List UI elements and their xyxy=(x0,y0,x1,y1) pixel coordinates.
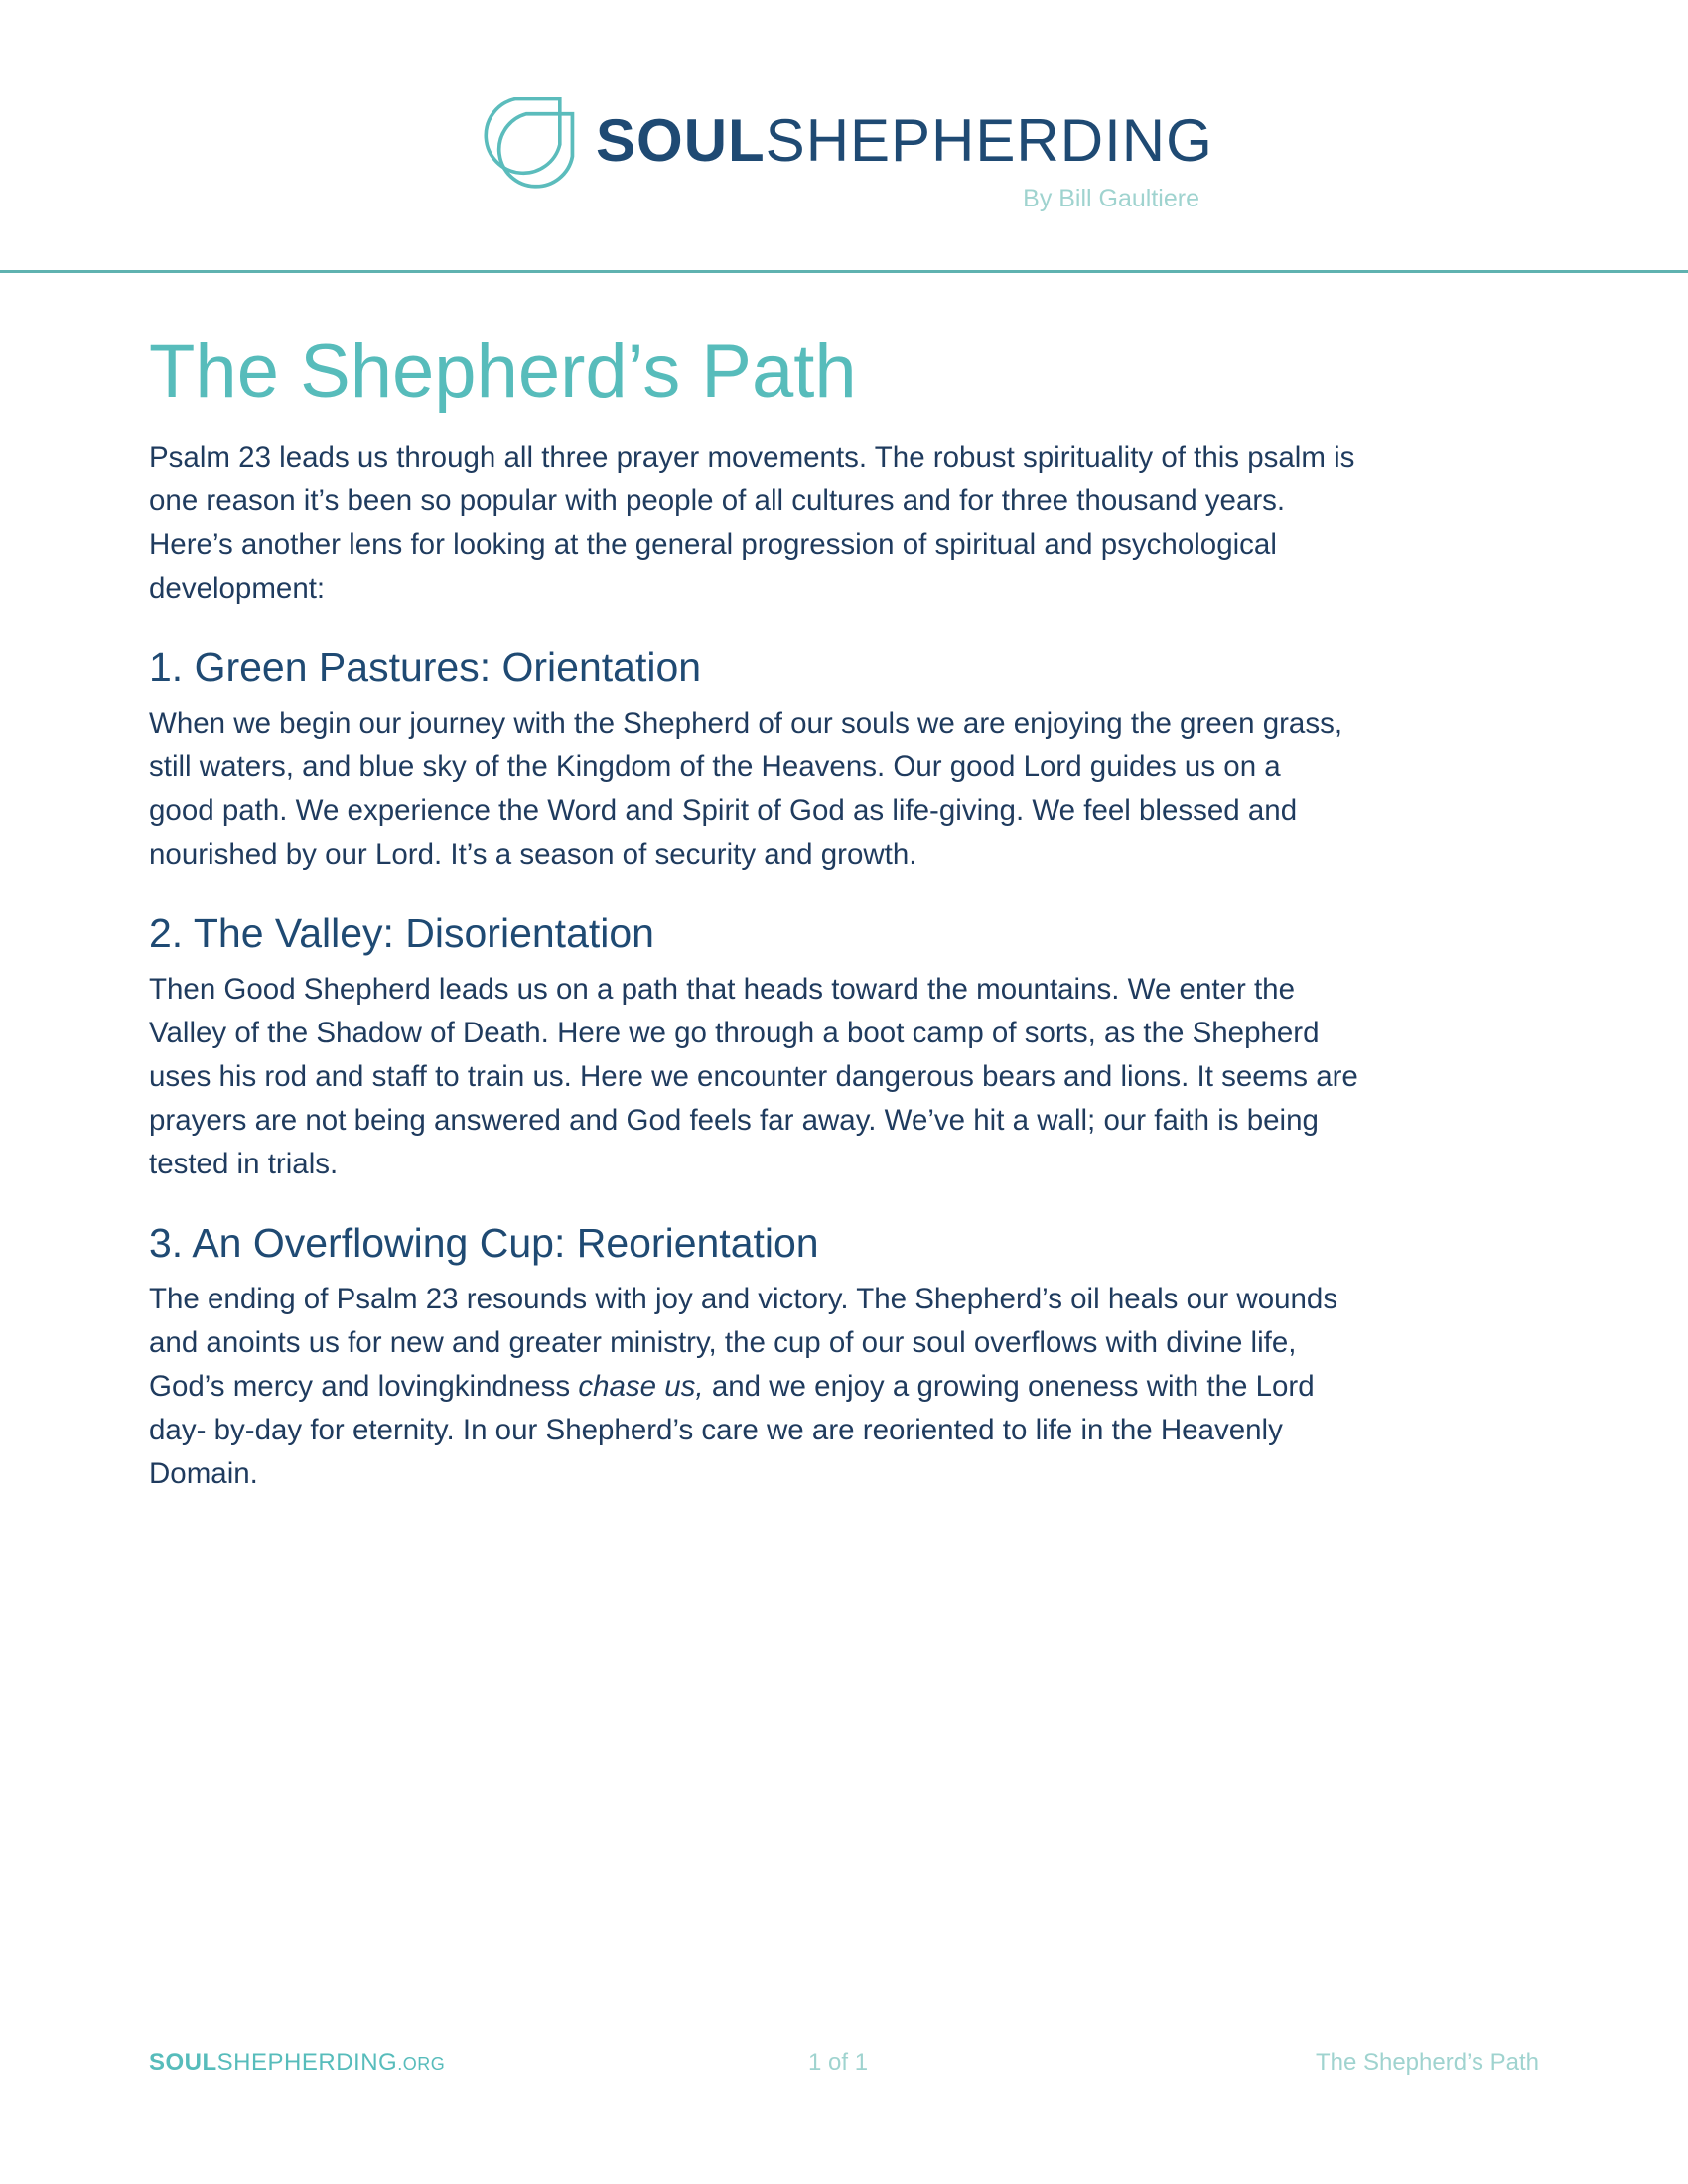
brand-light: SHEPHERDING xyxy=(765,107,1213,174)
document-body xyxy=(149,323,1559,1496)
text-line: development: xyxy=(149,572,326,605)
text-line: Then Good Shepherd leads us on a path that heads toward the mountains. We enter the xyxy=(149,973,1296,1006)
text-line: When we begin our journey with the Shepherd of our souls we are enjoying the green grass, xyxy=(149,707,1343,740)
soul-shepherding-logo-icon xyxy=(477,97,586,202)
text-line: uses his rod and staff to train us. Here we encounter dangerous bears and lions. It seems are xyxy=(149,1060,1358,1093)
text-line: Psalm 23 leads us through all three prayer movements. The robust spirituality of this psalm is xyxy=(149,441,1355,474)
section-heading-reorientation: 3. An Overflowing Cup: Reorientation xyxy=(149,1220,819,1266)
section-heading-disorientation: 2. The Valley: Disorientation xyxy=(149,910,654,956)
brand-bold: SOUL xyxy=(596,107,766,174)
section-paragraph xyxy=(149,1278,1559,1496)
footer-site-light: SHEPHERDING xyxy=(216,2049,398,2076)
footer-site-bold: SOUL xyxy=(149,2049,217,2076)
section-paragraph xyxy=(149,702,1559,877)
italic-emphasis: chase us, xyxy=(578,1370,704,1403)
intro-paragraph xyxy=(149,436,1559,611)
text-line: one reason it’s been so popular with people of all cultures and for three thousand years. xyxy=(149,484,1286,517)
text-line: tested in trials. xyxy=(149,1148,339,1180)
footer-site-link[interactable] xyxy=(149,2047,445,2080)
brand-wordmark xyxy=(596,107,1213,174)
text-line: and anoints us for new and greater ministry, the cup of our soul overflows with divine life, xyxy=(149,1326,1297,1359)
text-line: Valley of the Shadow of Death. Here we go through a boot camp of sorts, as the Shepherd xyxy=(149,1017,1320,1049)
footer-site-tld: .ORG xyxy=(397,2054,446,2074)
byline: By Bill Gaultiere xyxy=(1023,185,1199,212)
page-title: The Shepherd’s Path xyxy=(149,330,857,414)
text-line: nourished by our Lord. It’s a season of security and growth. xyxy=(149,838,917,871)
page-number: 1 of 1 xyxy=(808,2049,869,2076)
text-line: still waters, and blue sky of the Kingdom of the Heavens. Our good Lord guides us on a xyxy=(149,751,1281,783)
section-heading-orientation: 1. Green Pastures: Orientation xyxy=(149,644,702,690)
text-line: Domain. xyxy=(149,1457,258,1490)
header-divider xyxy=(0,270,1688,273)
footer-doc-title: The Shepherd’s Path xyxy=(1315,2049,1539,2076)
text-line: good path. We experience the Word and Spirit of God as life-giving. We feel blessed and xyxy=(149,794,1298,827)
text-segment: God’s mercy and lovingkindness xyxy=(149,1370,579,1403)
text-line: day- by-day for eternity. In our Shepherd’s care we are reoriented to life in the Heavenly xyxy=(149,1414,1283,1446)
text-line xyxy=(149,1365,1559,1409)
text-line: Here’s another lens for looking at the general progression of spiritual and psychological xyxy=(149,528,1277,561)
text-line: The ending of Psalm 23 resounds with joy and victory. The Shepherd’s oil heals our wounds xyxy=(149,1283,1338,1315)
section-paragraph xyxy=(149,968,1559,1186)
text-segment: and we enjoy a growing oneness with the Lord xyxy=(703,1370,1315,1403)
text-line: prayers are not being answered and God feels far away. We’ve hit a wall; our faith is being xyxy=(149,1104,1319,1137)
